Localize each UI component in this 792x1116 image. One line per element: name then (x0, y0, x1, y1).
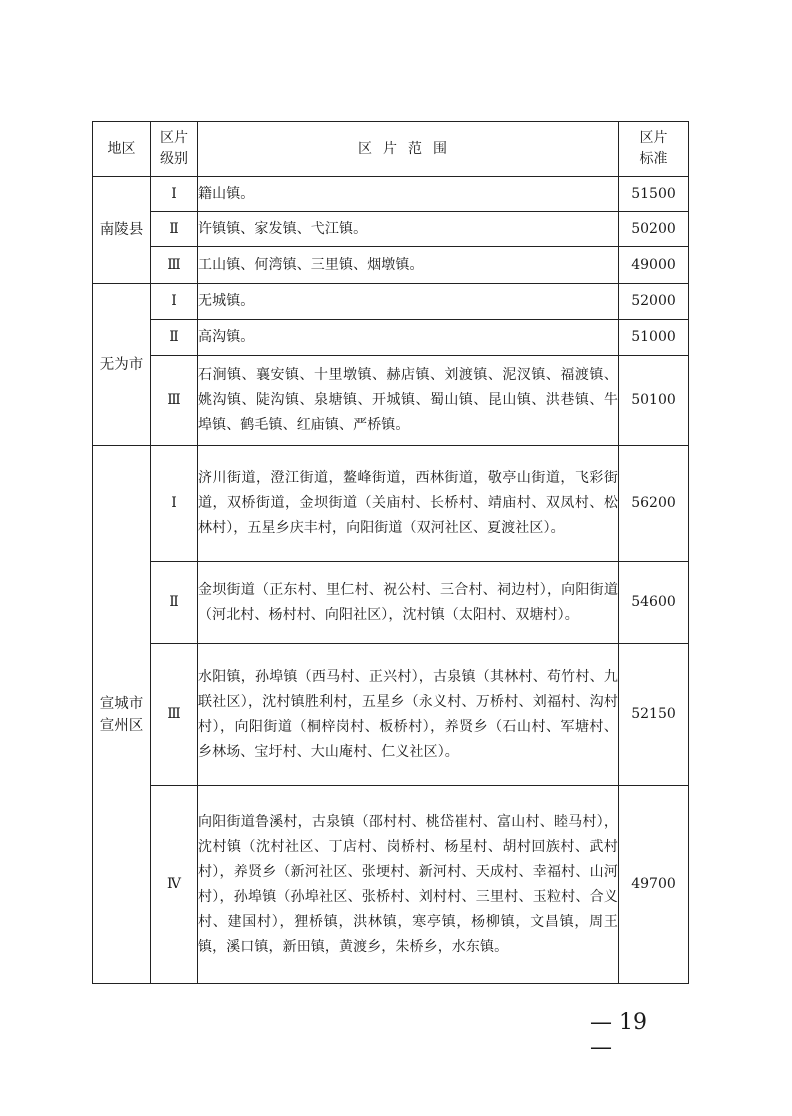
table-row (93, 446, 689, 562)
scope-cell: 无城镇。 (198, 284, 619, 320)
standard-cell: 49000 (619, 247, 689, 284)
scope-cell: 金坝街道（正东村、里仁村、祝公村、三合村、祠边村），向阳街道（河北村、杨村村、向阳社区），沈村镇（太阳村、双塘村）。 (198, 562, 619, 644)
standard-cell: 50100 (619, 356, 689, 446)
standard-cell: 51000 (619, 320, 689, 356)
scope-cell: 石涧镇、襄安镇、十里墩镇、赫店镇、刘渡镇、泥汊镇、福渡镇、姚沟镇、陡沟镇、泉塘镇、开城镇、蜀山镇、昆山镇、洪巷镇、牛埠镇、鹤毛镇、红庙镇、严桥镇。 (198, 356, 619, 446)
header-region: 地区 (93, 122, 151, 177)
table-row (93, 177, 689, 212)
level-cell: Ⅳ (151, 786, 198, 984)
table-row (93, 212, 689, 247)
standard-cell: 56200 (619, 446, 689, 562)
header-standard: 区片 标准 (619, 122, 689, 177)
table-row (93, 356, 689, 446)
level-cell: Ⅲ (151, 247, 198, 284)
scope-cell: 济川街道，澄江街道，鳌峰街道，西林街道，敬亭山街道，飞彩街道，双桥街道，金坝街道（关庙村、长桥村、靖庙村、双凤村、松林村），五星乡庆丰村，向阳街道（双河社区、夏渡社区）。 (198, 446, 619, 562)
scope-cell: 籍山镇。 (198, 177, 619, 212)
scope-cell: 向阳街道鲁溪村，古泉镇（邵村村、桃岱崔村、富山村、睦马村），沈村镇（沈村社区、丁店村、岗桥村、杨星村、胡村回族村、武村村），养贤乡（新河社区、张埂村、新河村、天成村、幸福村、山河村），孙埠镇（孙埠社区、张桥村、刘村村、三里村、玉粒村、合义村、建国村），狸桥镇，洪林镇，寒亭镇，杨柳镇，文昌镇，周王镇，溪口镇，新田镇，黄渡乡，朱桥乡，水东镇。 (198, 786, 619, 984)
table-row (93, 644, 689, 786)
land-price-zone-table (92, 121, 689, 984)
level-cell: Ⅲ (151, 356, 198, 446)
scope-cell: 水阳镇，孙埠镇（西马村、正兴村），古泉镇（其林村、苟竹村、九联社区），沈村镇胜利村，五星乡（永义村、万桥村、刘福村、沟村村），向阳街道（桐梓岗村、板桥村），养贤乡（石山村、军塘村、乡林场、宝圩村、大山庵村、仁义社区）。 (198, 644, 619, 786)
level-cell: Ⅱ (151, 562, 198, 644)
region-cell: 宣城市 宣州区 (93, 446, 151, 984)
standard-cell: 52000 (619, 284, 689, 320)
page-number: — 19 — (590, 1010, 647, 1060)
level-cell: Ⅱ (151, 320, 198, 356)
region-cell: 无为市 (93, 284, 151, 446)
standard-cell: 51500 (619, 177, 689, 212)
level-cell: Ⅲ (151, 644, 198, 786)
scope-cell: 高沟镇。 (198, 320, 619, 356)
level-cell: Ⅰ (151, 284, 198, 320)
scope-cell: 工山镇、何湾镇、三里镇、烟墩镇。 (198, 247, 619, 284)
header-range: 区片范围 (198, 122, 619, 177)
table-row (93, 284, 689, 320)
level-cell: Ⅰ (151, 177, 198, 212)
standard-cell: 49700 (619, 786, 689, 984)
region-cell: 南陵县 (93, 177, 151, 284)
table-row (93, 320, 689, 356)
standard-cell: 54600 (619, 562, 689, 644)
table-row (93, 562, 689, 644)
table-header-row (93, 122, 689, 177)
table-row (93, 247, 689, 284)
header-level: 区片 级别 (151, 122, 198, 177)
standard-cell: 50200 (619, 212, 689, 247)
scope-cell: 许镇镇、家发镇、弋江镇。 (198, 212, 619, 247)
table-row (93, 786, 689, 984)
level-cell: Ⅰ (151, 446, 198, 562)
standard-cell: 52150 (619, 644, 689, 786)
level-cell: Ⅱ (151, 212, 198, 247)
